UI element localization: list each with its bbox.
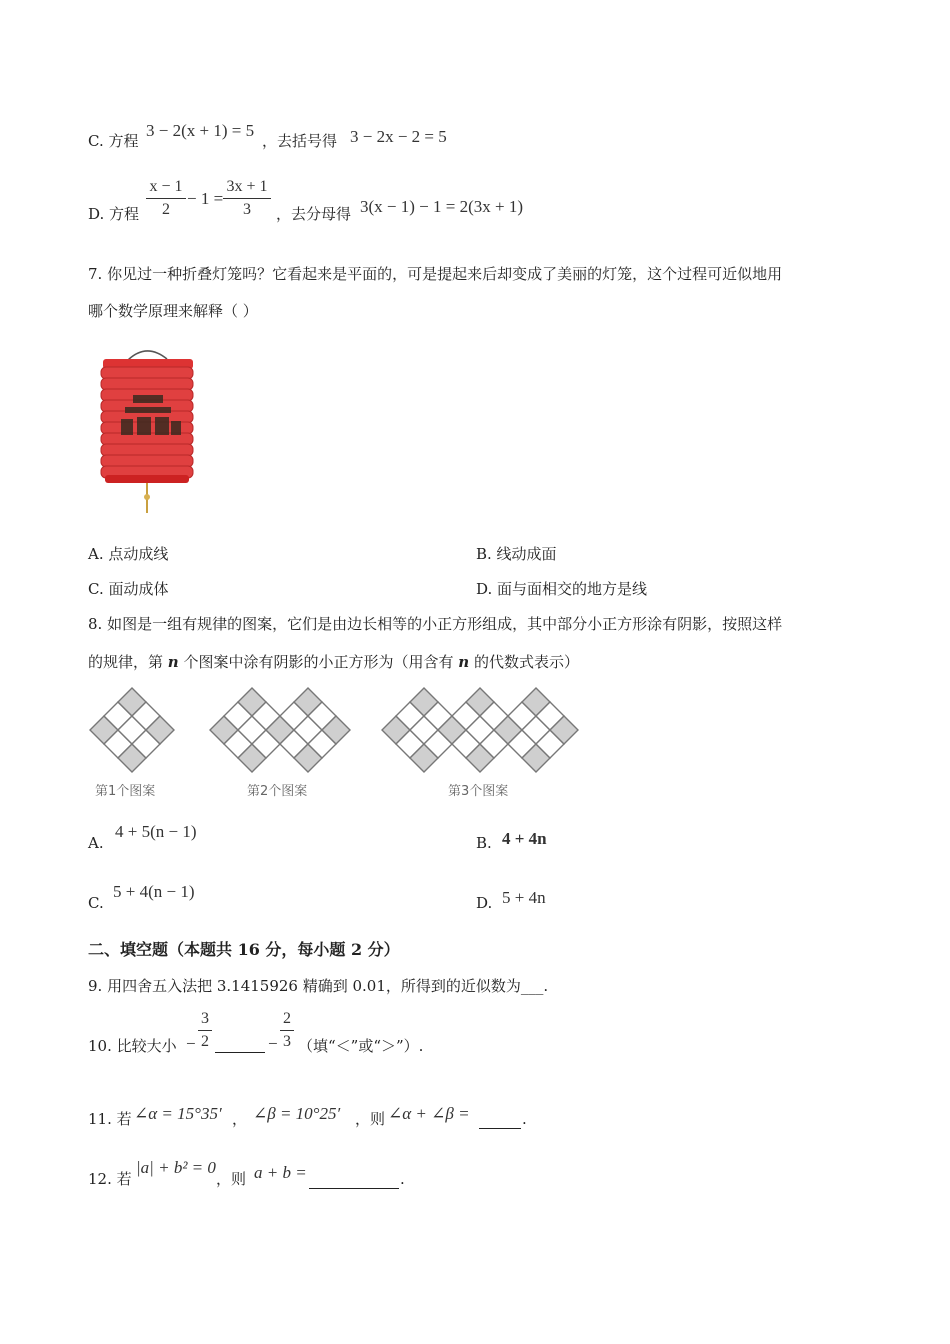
- q12-end: .: [400, 1170, 405, 1188]
- q6-d-label: D. 方程: [88, 205, 140, 223]
- q6-d-frac1-den: 2: [162, 201, 170, 218]
- q10-f1-den: 2: [201, 1033, 209, 1050]
- q11-prefix: 11. 若: [88, 1110, 132, 1128]
- q10-fraction-1: [198, 1010, 212, 1051]
- q7-option-b: B. 线动成面: [476, 545, 557, 563]
- q7-stem-line1: 7. 你见过一种折叠灯笼吗？它看起来是平面的，可是提起来后却变成了美丽的灯笼，这个过程可近似地用: [88, 265, 783, 283]
- q10-suffix: （填“＜”或“＞”）.: [298, 1037, 424, 1055]
- q8-d-expression: 5 + 4n: [502, 888, 546, 907]
- q11-end: .: [522, 1110, 527, 1128]
- q10-f2-num: 2: [283, 1010, 291, 1027]
- q11-mid: ，则: [355, 1110, 386, 1128]
- q6-d-frac2-den: 3: [243, 201, 251, 218]
- q6-d-fraction-2: [223, 178, 271, 219]
- q8-stem-line2: 的规律，第 n 个图案中涂有阴影的小正方形为（用含有 n 的代数式表示）: [88, 653, 579, 671]
- q10-prefix: 10. 比较大小: [88, 1037, 177, 1055]
- minus-sign: −: [268, 1034, 278, 1053]
- q8-a-label: A.: [88, 834, 104, 852]
- q11-sum: ∠α + ∠β =: [388, 1104, 470, 1123]
- section-title: 二、填空题（本题共 16 分，每小题 2 分）: [88, 940, 400, 959]
- q12-expression: a + b =: [254, 1163, 307, 1182]
- q6-c-mid: ，去括号得: [262, 132, 338, 150]
- q12-condition: |a| + b² = 0: [136, 1158, 216, 1177]
- q7-option-c: C. 面动成体: [88, 580, 169, 598]
- fraction-bar: [146, 198, 186, 199]
- q12-mid: ，则: [216, 1170, 247, 1188]
- q7-option-a: A. 点动成线: [88, 545, 169, 563]
- q6-d-fraction-1: [146, 178, 186, 219]
- fraction-bar: [223, 198, 271, 199]
- q9-text: 9. 用四舍五入法把 3.1415926 精确到 0.01，所得到的近似数为___.: [88, 977, 549, 995]
- q11-sep: ，: [232, 1110, 248, 1128]
- q6-c-label: C. 方程: [88, 132, 139, 150]
- q8-a-expression: 4 + 5(n − 1): [115, 822, 197, 841]
- pattern-caption-2: 第2个图案: [247, 784, 308, 799]
- q10-f2-den: 3: [283, 1033, 291, 1050]
- q11-answer-blank[interactable]: [479, 1114, 521, 1129]
- q11-beta: ∠β = 10°25′: [253, 1104, 341, 1123]
- pattern-caption-1: 第1个图案: [95, 784, 156, 799]
- q8-c-expression: 5 + 4(n − 1): [113, 882, 195, 901]
- q10-fraction-2: [280, 1010, 294, 1051]
- q6-c-result: 3 − 2x − 2 = 5: [350, 127, 447, 146]
- q11-alpha: ∠α = 15°35′: [134, 1104, 222, 1123]
- q8-b-expression: 4 + 4n: [502, 829, 547, 848]
- pattern-caption-3: 第3个图案: [448, 784, 509, 799]
- q8-b-label: B.: [476, 834, 492, 852]
- fraction-bar: [280, 1030, 294, 1031]
- q6-d-minus-one: − 1 =: [187, 189, 224, 208]
- q6-d-frac1-num: x − 1: [149, 178, 183, 195]
- q7-stem-line2: 哪个数学原理来解释（ ）: [88, 302, 258, 320]
- q7-option-d: D. 面与面相交的地方是线: [476, 580, 648, 598]
- q10-f1-num: 3: [201, 1010, 209, 1027]
- q12-answer-blank[interactable]: [309, 1174, 399, 1189]
- q8-stem-line1: 8. 如图是一组有规律的图案，它们是由边长相等的小正方形组成，其中部分小正方形涂有阴影，按照这样: [88, 615, 783, 633]
- q6-c-equation: 3 − 2(x + 1) = 5: [146, 121, 255, 140]
- fraction-bar: [198, 1030, 212, 1031]
- minus-sign: −: [186, 1034, 196, 1053]
- q6-d-mid: ，去分母得: [276, 205, 352, 223]
- q6-d-frac2-num: 3x + 1: [226, 178, 268, 195]
- q10-answer-blank[interactable]: [215, 1038, 265, 1053]
- q8-d-label: D.: [476, 894, 493, 912]
- pattern-figures: [80, 685, 590, 775]
- q8-c-label: C.: [88, 894, 104, 912]
- q12-prefix: 12. 若: [88, 1170, 132, 1188]
- q6-d-result: 3(x − 1) − 1 = 2(3x + 1): [360, 197, 523, 216]
- lantern-image: [95, 345, 200, 515]
